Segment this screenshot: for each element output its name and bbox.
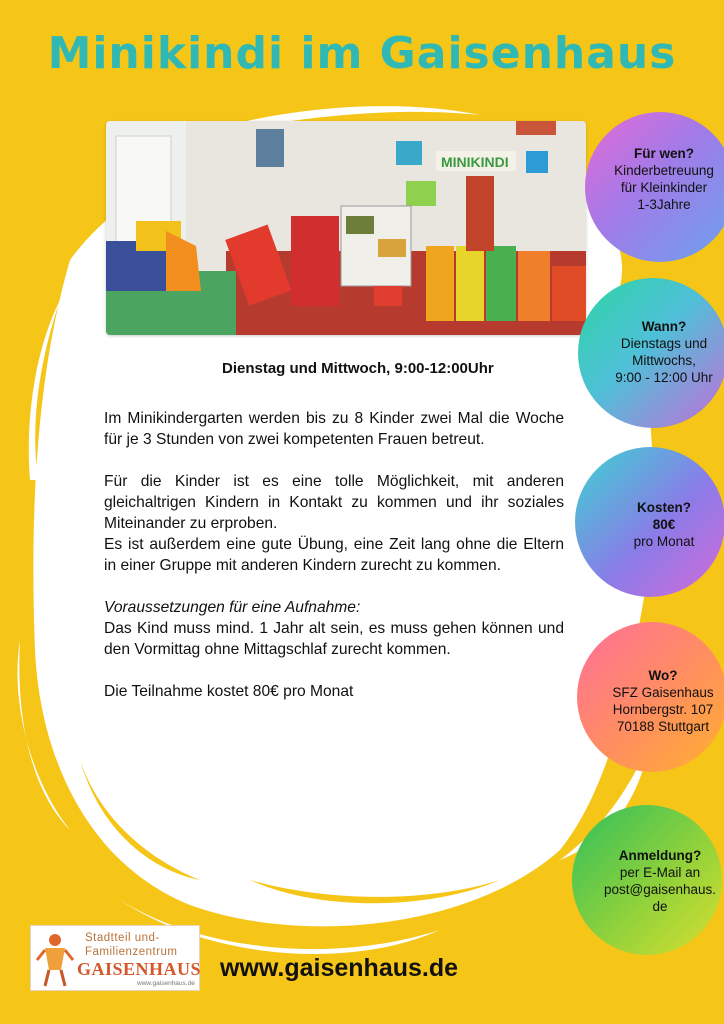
who-question: Für wen? — [634, 146, 694, 161]
who-line-3: 1-3Jahre — [637, 197, 691, 212]
cost-paragraph: Die Teilnahme kostet 80€ pro Monat — [104, 683, 354, 700]
when-line-3: 9:00 - 12:00 Uhr — [615, 370, 713, 385]
cost-amount: 80€ — [652, 517, 676, 532]
gaisenhaus-logo — [30, 925, 200, 991]
where-line-1: SFZ Gaisenhaus — [612, 685, 714, 700]
intro-paragraph: Im Minikindergarten werden bis zu 8 Kinder zwei Mal die Woche für je 3 Stunden von zwei kompetenten Frauen betreut. — [104, 410, 564, 448]
logo-line-4: www.gaisenhaus.de — [137, 980, 195, 987]
logo-figure-icon — [35, 930, 75, 988]
cost-question: Kosten? — [637, 500, 691, 515]
logo-line-3: GAISENHAUS — [77, 959, 202, 979]
where-circle — [577, 622, 724, 772]
website-link[interactable]: www.gaisenhaus.de — [220, 954, 459, 982]
cost-circle — [575, 447, 724, 597]
logo-line-2: Familienzentrum — [85, 946, 178, 958]
who-line-2: für Kleinkinder — [620, 180, 708, 195]
register-circle — [572, 805, 722, 955]
logo-line-1: Stadtteil und- — [85, 932, 160, 944]
when-line-2: Mittwochs, — [632, 353, 696, 368]
benefits-paragraph: Für die Kinder ist es eine tolle Möglichkeit, mit anderen gleichaltrigen Kindern in Kontakt zu kommen und ihr soziales Miteinander zu erproben. — [104, 473, 564, 532]
register-line-2: post@gaisenhaus. — [603, 882, 717, 897]
page-title: Minikindi im Gaisenhaus — [47, 28, 677, 79]
where-line-3: 70188 Stuttgart — [616, 719, 710, 734]
svg-text:MINIKINDI: MINIKINDI — [441, 154, 509, 170]
when-line-1: Dienstags und — [620, 336, 708, 351]
register-line-3: de — [652, 899, 668, 914]
playroom-photo — [106, 121, 586, 335]
where-line-2: Hornbergstr. 107 — [612, 702, 714, 717]
who-circle — [585, 112, 724, 262]
register-line-1: per E-Mail an — [619, 865, 701, 880]
schedule-text: Dienstag und Mittwoch, 9:00-12:00Uhr — [222, 360, 494, 377]
who-line-1: Kinderbetreuung — [614, 163, 714, 178]
register-question: Anmeldung? — [618, 848, 702, 863]
cost-line-1: pro Monat — [633, 534, 695, 549]
benefits-paragraph-2: Es ist außerdem eine gute Übung, eine Zeit lang ohne die Eltern in einer Gruppe mit anderen Kindern zurecht zu kommen. — [104, 536, 564, 574]
description-text — [104, 408, 564, 723]
requirements-paragraph: Das Kind muss mind. 1 Jahr alt sein, es muss gehen können und den Vormittag ohne Mittagschlaf zurecht kommen. — [104, 620, 564, 658]
when-circle — [578, 278, 724, 428]
when-question: Wann? — [641, 319, 687, 334]
where-question: Wo? — [648, 668, 678, 683]
requirements-heading: Voraussetzungen für eine Aufnahme: — [104, 599, 361, 616]
